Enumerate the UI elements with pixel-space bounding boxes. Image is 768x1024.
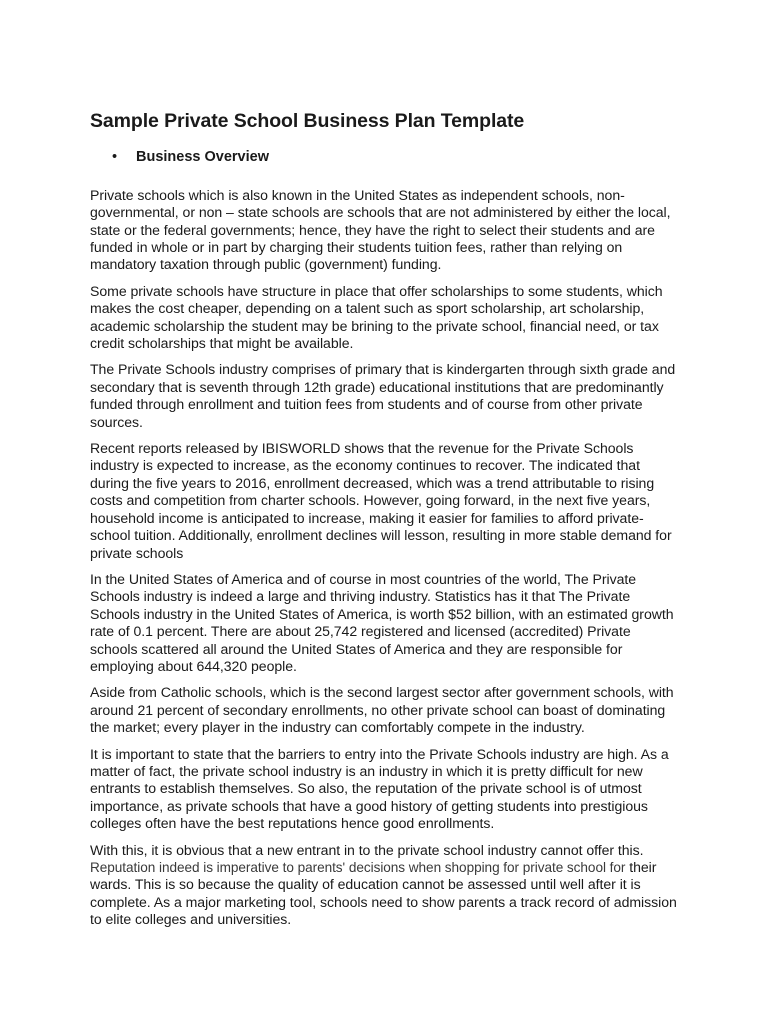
document-page <box>90 110 680 938</box>
paragraph-industry-statistics: In the United States of America and of course in most countries of the world, The Private Schools industry is indeed a large and thriving industry. Statistics has it that The Private Schools industry in the United States of America, is worth $52 billion, with an estimated growth rate of 0.1 percent. There are about 25,742 registered and licensed (accredited) Private schools scattered all around the United States of America and they are responsible for employing about 644,320 people. <box>90 570 674 674</box>
paragraph-reputation <box>90 842 680 929</box>
paragraph-ibisworld-report: Recent reports released by IBISWORLD shows that the revenue for the Private Schools industry is expected to increase, as the economy continues to recover. The indicated that during the five years to 2016, enrollment decreased, which was a trend attributable to rising costs and competition from charter schools. However, going forward, in the next five years, household income is anticipated to increase, making it easier for families to afford private-school tuition. Additionally, enrollment declines will lesson, resulting in more stable demand for private schools <box>90 440 672 561</box>
paragraph-barriers-to-entry: It is important to state that the barriers to entry into the Private Schools industry are high. As a matter of fact, the private school industry is an industry in which it is pretty difficult for new entrants to establish themselves. So also, the reputation of the private school is of utmost importance, as private schools that have a good history of getting students into prestigious colleges often have the best reputations hence good enrollments. <box>90 745 669 832</box>
document-title: Sample Private School Business Plan Template <box>90 110 525 132</box>
paragraph-catholic-schools: Aside from Catholic schools, which is the second largest sector after government schools, with around 21 percent of secondary enrollments, no other private school can boast of dominating the market; every player in the industry can comfortably compete in the industry. <box>90 684 674 736</box>
paragraph-scholarships: Some private schools have structure in place that offer scholarships to some students, which makes the cost cheaper, depending on a talent such as sport scholarship, art scholarship, academic scholarship the student may be brining to the private school, financial need, or tax credit scholarships that might be available. <box>90 282 663 352</box>
paragraph-industry-composition: The Private Schools industry comprises of primary that is kindergarten through sixth grade and secondary that is seventh through 12th grade) educational institutions that are predominantly funded through enrollment and tuition fees from students and of course from other private sources. <box>90 361 676 430</box>
paragraph-reputation-part-1: With this, it is obvious that a new entrant in to the private school industry cannot offer this. <box>90 841 644 858</box>
bullet-icon: • <box>112 149 118 166</box>
paragraph-private-schools-definition: Private schools which is also known in the United States as independent schools, non-governmental, or non – state schools are schools that are not administered by either the local, state or the federal governments; hence, they have the right to select their students and are funded in whole or in part by charging their students tuition fees, rather than relying on mandatory taxation through public (government) funding. <box>90 186 671 273</box>
section-heading-text: Business Overview <box>136 149 269 166</box>
section-heading-business-overview <box>90 149 680 166</box>
section-list <box>90 149 680 166</box>
paragraph-reputation-part-3: their wards. This is so because the quality of education cannot be assessed until well after it is complete. As a major marketing tool, schools need to show parents a track record of admission to elite colleges and universities. <box>90 859 677 928</box>
paragraph-reputation-part-2: Reputation indeed is imperative to parents' decisions when shopping for private school for <box>90 860 626 875</box>
